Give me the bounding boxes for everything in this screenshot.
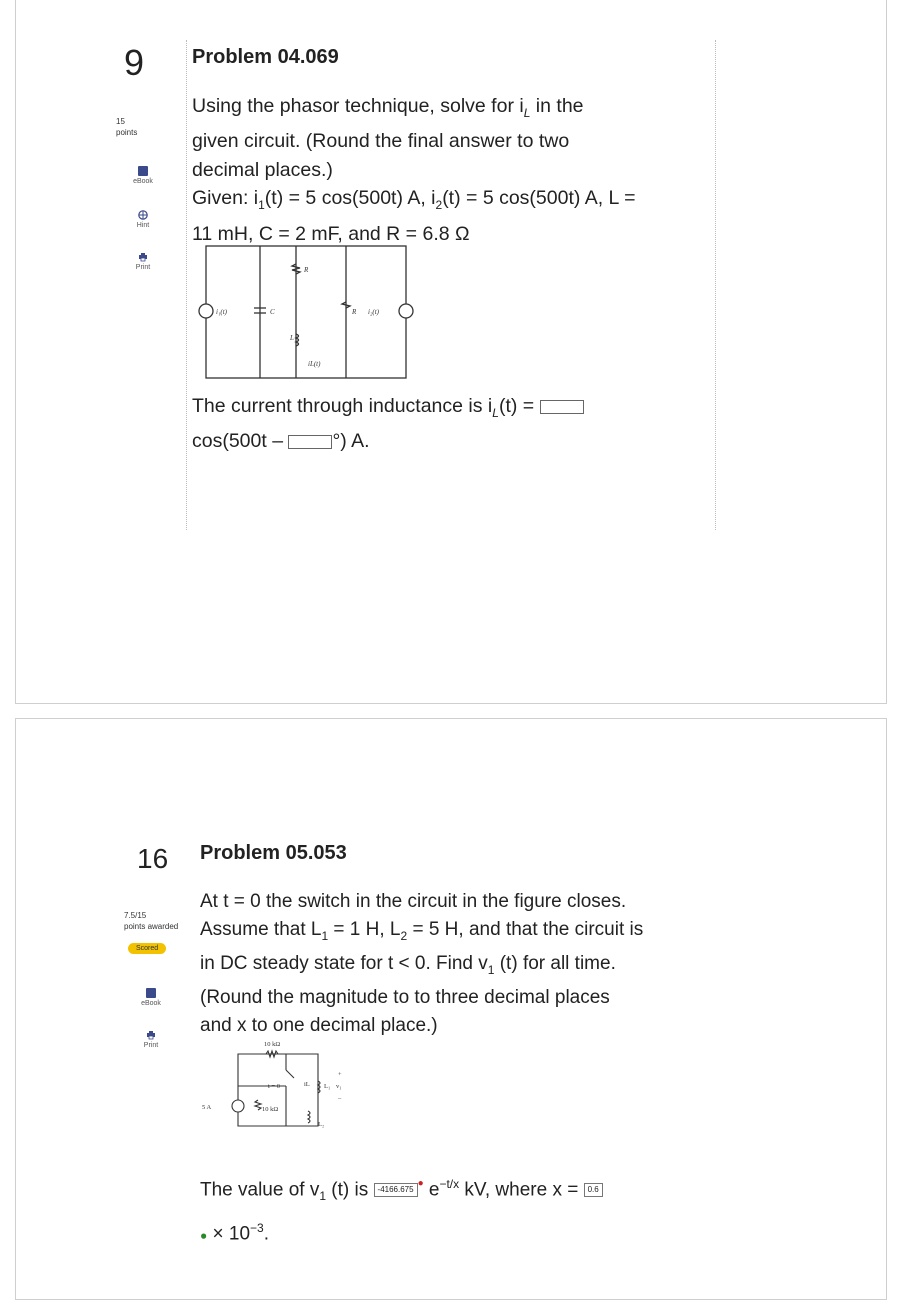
statement-line-5: 11 mH, C = 2 mF, and R = 6.8 Ω [192, 222, 470, 245]
incorrect-dot: ● [417, 1178, 424, 1189]
points-label: points awarded [124, 922, 179, 931]
statement-line-3: decimal places.) [192, 158, 333, 181]
answer-line-1: The value of $v_1$ (t) is -4166.675● $e^{-t/x}$ kV, where x = 0.6 [200, 1168, 780, 1212]
points-info [116, 116, 156, 138]
circuit-diagram-1 [196, 244, 418, 384]
label-i2: i₂(t) [368, 308, 379, 316]
answer-area-1 [192, 392, 712, 456]
scored-badge: Scored [128, 943, 166, 954]
answer-line-2: cos(500t – °) A. [192, 430, 370, 453]
problem-statement [200, 888, 760, 1040]
label-l2: L₂ [318, 1121, 325, 1128]
book-icon [146, 988, 156, 998]
print-button[interactable] [126, 1030, 176, 1049]
label-i1: i₁(t) [216, 308, 227, 316]
label-plus: + [338, 1071, 342, 1078]
ebook-button[interactable] [126, 988, 176, 1007]
label-r-top: R [304, 266, 309, 274]
printer-icon [138, 252, 148, 262]
hint-button[interactable] [118, 210, 168, 229]
statement-line-2: Assume that $L_1 = 1$ H, $L_2 = 5$ H, and that the circuit is [200, 919, 644, 943]
label-switch: t = 0 [268, 1083, 280, 1090]
hint-label: Hint [136, 222, 150, 229]
problem-title: Problem 05.053 [200, 842, 347, 864]
answer-line-2: ● × $10^{-3}$. [200, 1221, 270, 1245]
circuit-diagram-2 [198, 1036, 358, 1140]
points-label: points [116, 128, 138, 137]
label-r-top: 10 kΩ [264, 1041, 281, 1048]
ebook-button[interactable] [118, 166, 168, 185]
print-label: Print [143, 1042, 159, 1049]
statement-line-1: Using the phasor technique, solve for $i_L$ in the [192, 95, 584, 120]
print-button[interactable] [118, 252, 168, 271]
answer-line-1: The current through inductance is $i_L(t)$ = [192, 392, 712, 427]
x-answer[interactable]: 0.6 [584, 1183, 603, 1197]
book-icon [138, 166, 148, 176]
printer-icon [146, 1030, 156, 1040]
magnitude-input[interactable] [540, 400, 584, 414]
correct-dot: ● [200, 1228, 208, 1243]
label-l1: L₁ [324, 1083, 331, 1090]
hint-icon [138, 210, 148, 220]
label-r-right: R [352, 308, 357, 316]
statement-line-5: and x to one decimal place.) [200, 1014, 438, 1036]
label-v1: v₁ [336, 1083, 342, 1090]
question-number: 16 [137, 843, 169, 874]
label-r-mid: 10 kΩ [262, 1106, 279, 1113]
statement-line-3: in DC steady state for t < 0. Find $v_1$ (t) for all time. [200, 952, 616, 977]
points-info [124, 910, 194, 932]
content-divider-left [186, 40, 187, 530]
ebook-label: eBook [133, 178, 153, 185]
ebook-label: eBook [141, 1000, 161, 1007]
answer-area-2 [200, 1168, 780, 1251]
question-number: 9 [124, 42, 145, 83]
phase-input[interactable] [288, 435, 332, 449]
problem-statement [192, 92, 712, 248]
statement-line-4: (Round the magnitude to to three decimal places [200, 986, 610, 1008]
points-value: 7.5/15 [124, 911, 147, 920]
label-source: 5 A [202, 1104, 212, 1111]
label-il: iL(t) [308, 360, 321, 368]
content-divider-right [715, 40, 716, 530]
magnitude-answer[interactable]: -4166.675 [374, 1183, 418, 1197]
statement-line-2: given circuit. (Round the final answer to two [192, 130, 570, 153]
problem-title: Problem 04.069 [192, 46, 339, 68]
statement-line-4: Given: $i_1(t) = 5$ cos(500t) A, $i_2(t) = 5$ cos(500t) A, L = [192, 187, 636, 213]
label-il: iL [304, 1081, 310, 1088]
statement-line-1: At t = 0 the switch in the circuit in the figure closes. [200, 891, 627, 912]
label-minus: – [338, 1095, 342, 1102]
label-l: L [290, 334, 294, 342]
label-c: C [270, 308, 275, 316]
points-value: 15 [116, 117, 125, 126]
print-label: Print [135, 264, 151, 271]
